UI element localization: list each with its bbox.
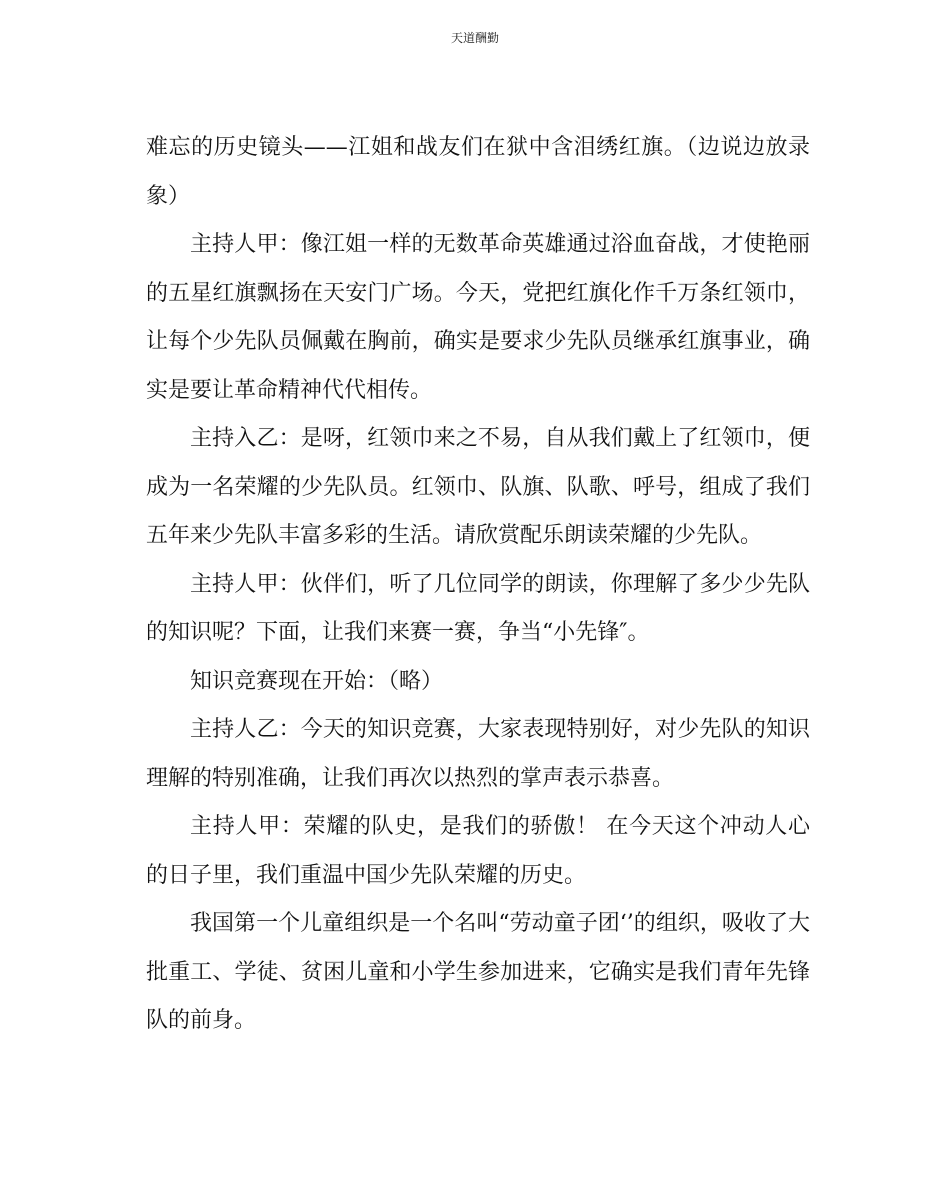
paragraph-3: 主持入乙：是呀，红领巾来之不易，自从我们戴上了红领巾，便成为一名荣耀的少先队员。红领巾、队旗、队歌、呼号，组成了我们五年来少先队丰富多彩的生活。请欣赏配乐朗读荣耀的少先队。 <box>146 426 810 548</box>
paragraph-4: 主持人甲：伙伴们，听了几位同学的朗读，你理解了多少少先队的知识呢？下面，让我们来赛一赛，争当“小先锋″。 <box>146 571 810 645</box>
paragraph-8: 我国第一个儿童组织是一个名叫“劳动童子团‘’的组织，吸收了大批重工、学徒、贫困儿童和小学生参加进来，它确实是我们青年先锋队的前身。 <box>146 911 810 1033</box>
paragraph-2: 主持人甲：像江姐一样的无数革命英雄通过浴血奋战，才使艳丽的五星红旗飘扬在天安门广场。今天，党把红旗化作千万条红领巾，让每个少先队员佩戴在胸前，确实是要求少先队员继承红旗事业，确实是要让革命精神代代相传。 <box>146 232 810 403</box>
paragraph-6: 主持人乙：今天的知识竞赛，大家表现特别好，对少先队的知识理解的特别准确，让我们再次以热烈的掌声表示恭喜。 <box>146 717 810 791</box>
document-body <box>146 124 810 1046</box>
paragraph-7: 主持人甲：荣耀的队史，是我们的骄傲！ 在今天这个冲动人心的日子里，我们重温中国少先队荣耀的历史。 <box>146 814 810 888</box>
page-header: 天道酬勤 <box>450 31 499 45</box>
paragraph-1: 难忘的历史镜头——江姐和战友们在狱中含泪绣红旗。（边说边放录象） <box>146 135 810 209</box>
paragraph-5: 知识竞赛现在开始：（略） <box>190 668 444 694</box>
